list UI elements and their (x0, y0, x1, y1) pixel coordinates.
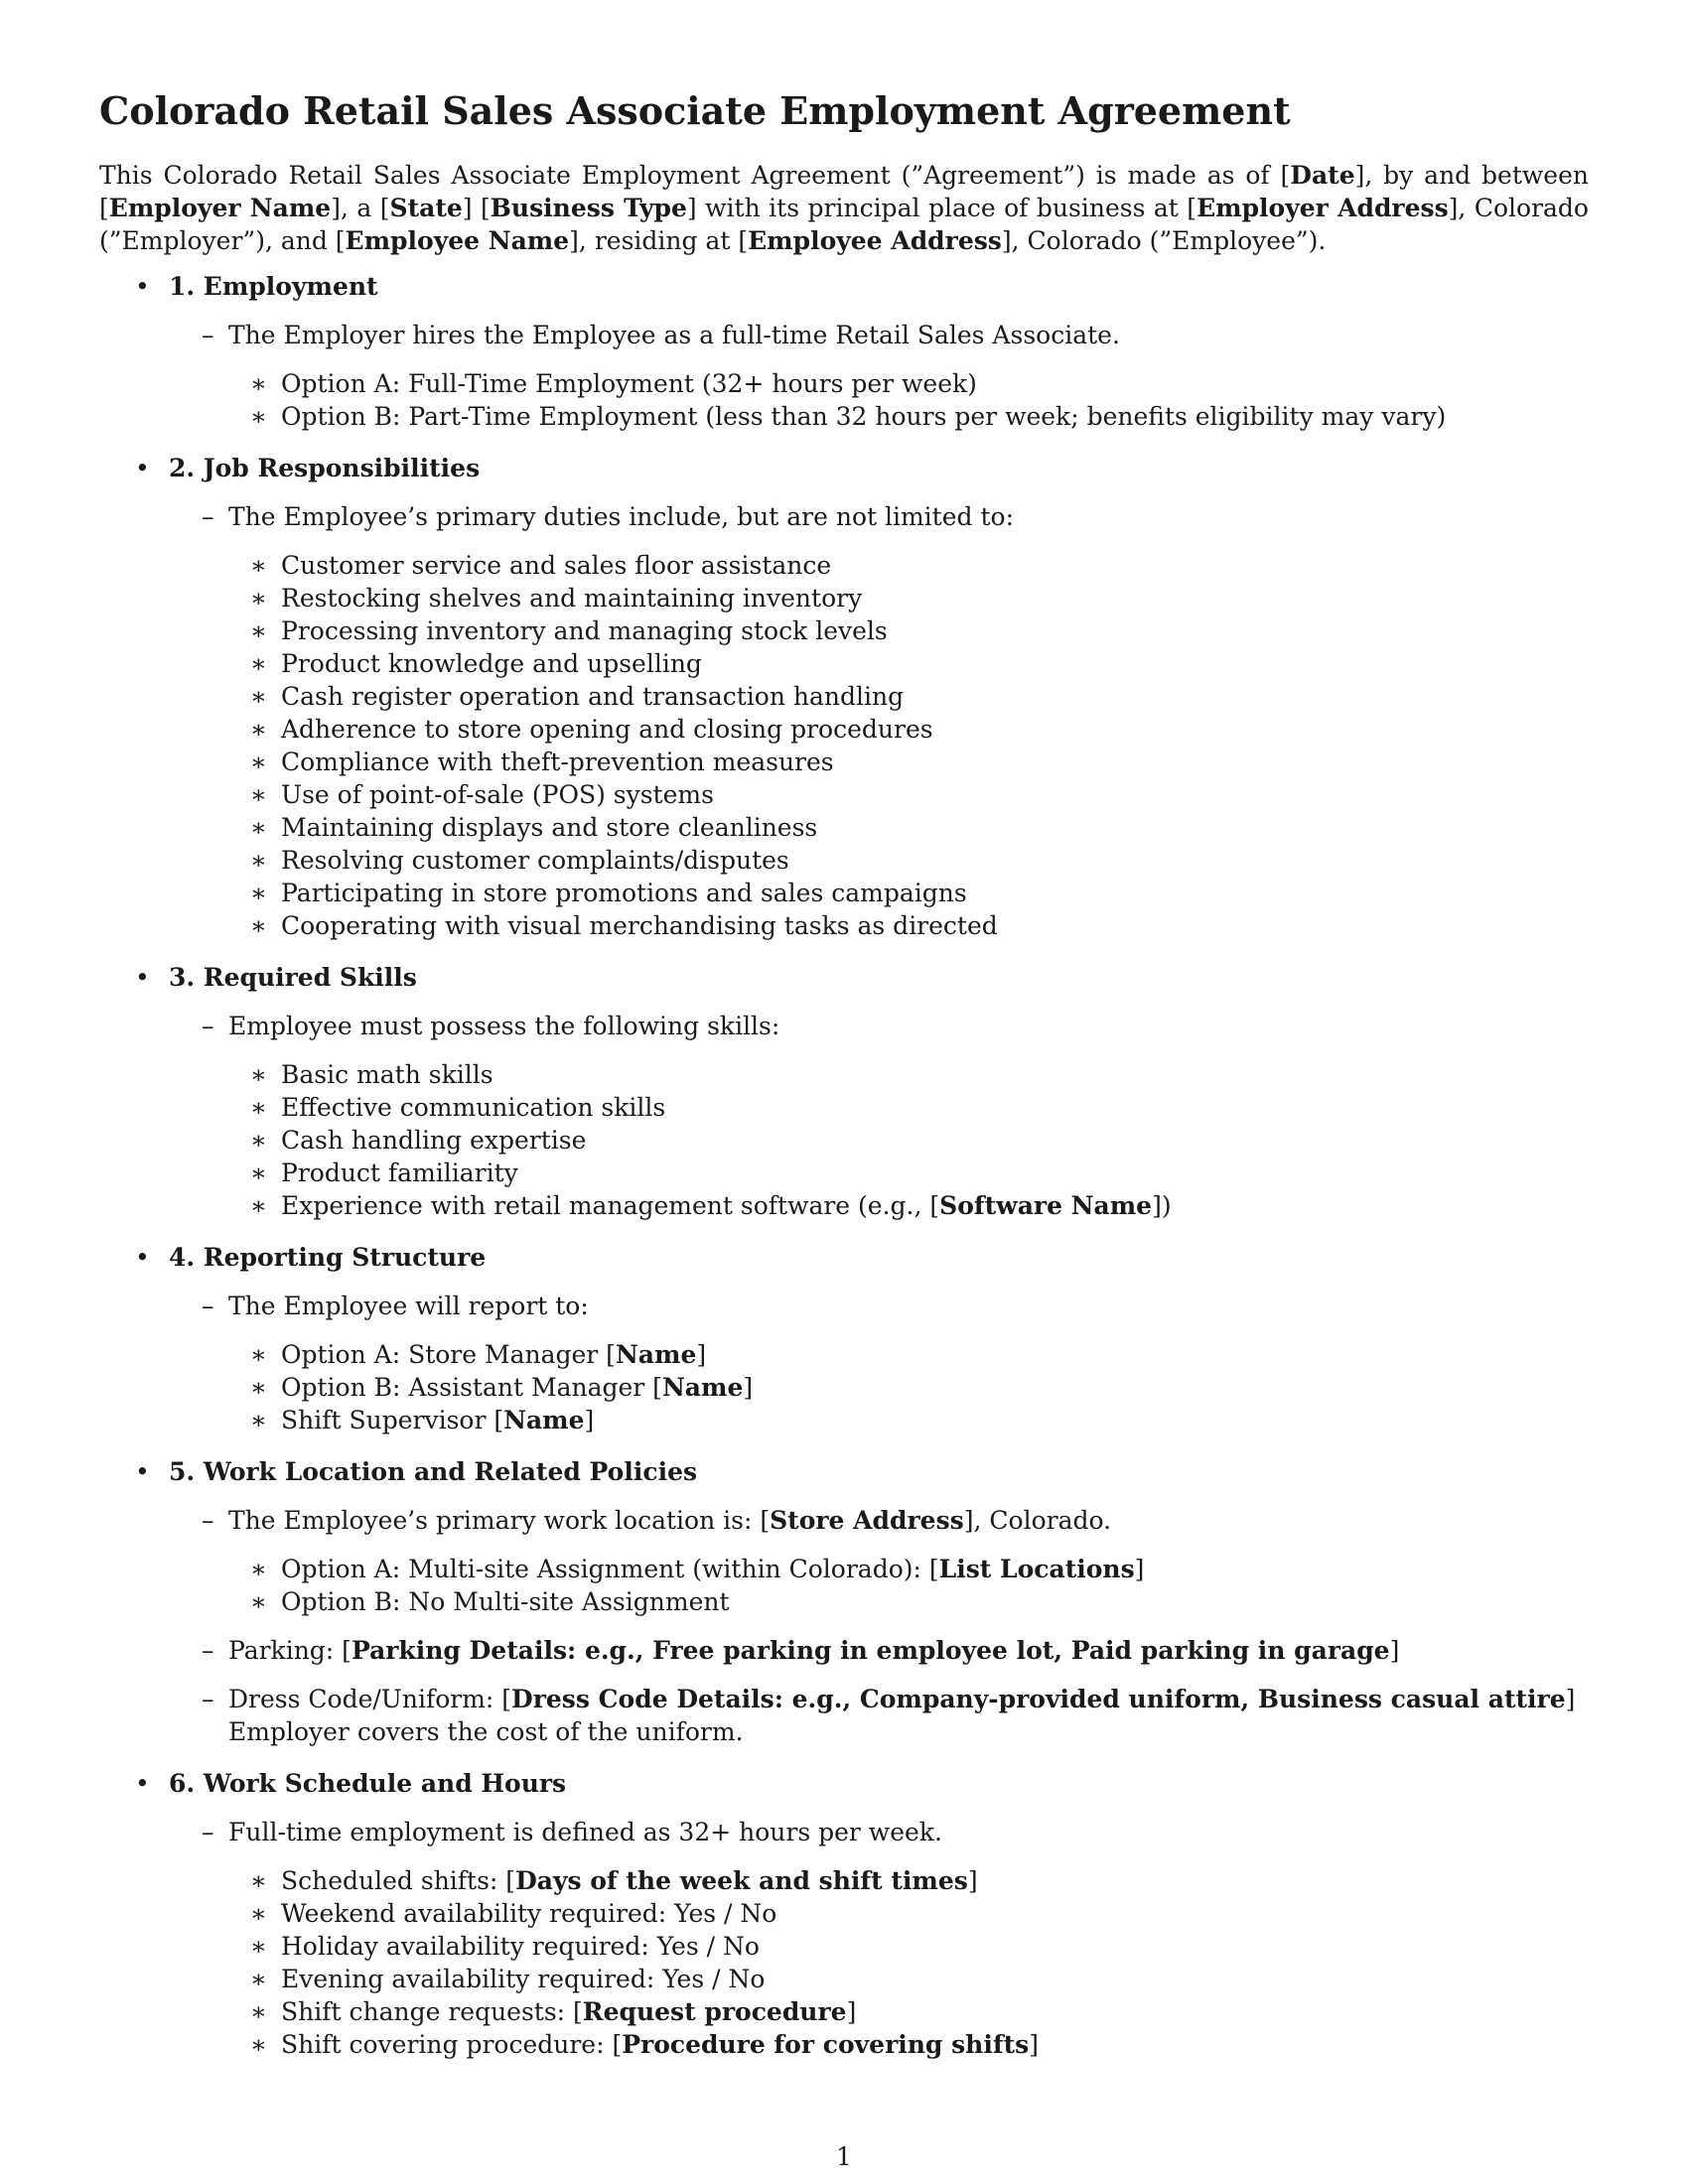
section-heading: • 3. Required Skills (169, 963, 417, 992)
item-text: Shift change requests: [ (281, 1997, 583, 2026)
subsection-text (228, 1683, 1589, 1748)
intro-text: ], Colorado (”Employer”), and [ (99, 194, 1589, 255)
date-placeholder: Date (1290, 161, 1355, 190)
employee-name-placeholder: Employee Name (345, 226, 570, 255)
subsection-dress-code (169, 1683, 1589, 1748)
list-item (228, 1338, 1589, 1371)
list-item: ∗ Processing inventory and managing stock levels (228, 614, 1589, 647)
intro-text: ], residing at [ (569, 226, 749, 255)
item-text: Option B: Assistant Manager [ (281, 1373, 662, 1402)
item-text: ] (1134, 1555, 1145, 1583)
list-item: ∗ Holiday availability required: Yes / No (228, 1930, 1589, 1963)
list-item: ∗ Weekend availability required: Yes / No (228, 1897, 1589, 1930)
intro-paragraph (99, 159, 1589, 257)
list-item: ∗ Use of point-of-sale (POS) systems (228, 778, 1589, 811)
subsection-text: – The Employee’s primary duties include, but are not limited to: (228, 502, 1014, 531)
item-text: Parking: [ (228, 1636, 352, 1665)
item-text: ], Colorado. (963, 1506, 1112, 1535)
list-item: ∗ Maintaining displays and store cleanliness (228, 811, 1589, 844)
section-job-responsibilities (99, 452, 1589, 942)
subsection-text: – The Employer hires the Employee as a full-time Retail Sales Associate. (228, 321, 1120, 349)
item-text: ] (584, 1406, 595, 1434)
list-locations-placeholder: List Locations (938, 1555, 1135, 1583)
list-item: ∗ Compliance with theft-prevention measures (228, 746, 1589, 778)
list-item: ∗ Restocking shelves and maintaining inventory (228, 582, 1589, 614)
subsection-text: – The Employee will report to: (228, 1292, 589, 1320)
list-item (228, 1404, 1589, 1436)
list-item: ∗ Option B: No Multi-site Assignment (228, 1585, 1589, 1618)
employer-address-placeholder: Employer Address (1196, 194, 1449, 222)
list-item (228, 1371, 1589, 1404)
name-placeholder: Name (615, 1340, 697, 1369)
covering-procedure-placeholder: Procedure for covering shifts (622, 2030, 1030, 2059)
intro-text: This Colorado Retail Sales Associate Employment Agreement (”Agreement”) is made as of [ (99, 161, 1291, 190)
item-text: ] (696, 1340, 707, 1369)
employee-address-placeholder: Employee Address (748, 226, 1002, 255)
intro-text: ], Colorado (”Employee”). (1001, 226, 1327, 255)
item-text: ] (967, 1866, 978, 1895)
list-item: ∗ Product familiarity (228, 1157, 1589, 1189)
subsection (169, 1816, 1589, 2061)
state-placeholder: State (389, 194, 463, 222)
subsection-text (228, 1634, 1589, 1667)
intro-text: ] with its principal place of business at [ (686, 194, 1197, 222)
item-text: ] (1029, 2030, 1039, 2059)
location-options-list (228, 1553, 1589, 1618)
item-text: Shift Supervisor [ (281, 1406, 504, 1434)
subsection (169, 319, 1589, 433)
subsection-text (228, 1504, 1589, 1537)
option-list (228, 367, 1589, 433)
item-text: Experience with retail management software (e.g., [ (281, 1191, 940, 1220)
list-item: ∗ Product knowledge and upselling (228, 647, 1589, 680)
list-item (228, 2028, 1589, 2061)
subsection (169, 1504, 1589, 1618)
name-placeholder: Name (503, 1406, 585, 1434)
list-item: ∗ Resolving customer complaints/disputes (228, 844, 1589, 877)
request-procedure-placeholder: Request procedure (582, 1997, 847, 2026)
item-text: Dress Code/Uniform: [ (228, 1685, 512, 1713)
section-heading: • 4. Reporting Structure (169, 1243, 487, 1272)
section-required-skills (99, 961, 1589, 1222)
subsection-text: – Employee must possess the following skills: (228, 1012, 780, 1040)
item-text: Employer covers the cost of the uniform. (228, 1717, 744, 1746)
page-number: 1 (836, 2142, 852, 2171)
store-address-placeholder: Store Address (770, 1506, 964, 1535)
section-work-location (99, 1455, 1589, 1748)
dress-code-placeholder: Dress Code Details: e.g., Company-provided uniform, Business casual attire (511, 1685, 1566, 1713)
software-name-placeholder: Software Name (939, 1191, 1153, 1220)
list-item (228, 1553, 1589, 1585)
list-item: ∗ Adherence to store opening and closing procedures (228, 713, 1589, 746)
section-heading: • 2. Job Responsibilities (169, 454, 481, 482)
subsection (169, 1010, 1589, 1222)
list-item: ∗ Cooperating with visual merchandising tasks as directed (228, 909, 1589, 942)
skills-list (228, 1058, 1589, 1222)
section-reporting-structure (99, 1241, 1589, 1436)
section-employment (99, 270, 1589, 433)
item-text: ]) (1152, 1191, 1172, 1220)
reporting-list (228, 1338, 1589, 1436)
shift-times-placeholder: Days of the week and shift times (515, 1866, 968, 1895)
item-text: Option A: Store Manager [ (281, 1340, 616, 1369)
subsection-text: – Full-time employment is defined as 32+ hours per week. (228, 1818, 942, 1846)
list-item: ∗ Customer service and sales floor assistance (228, 549, 1589, 582)
item-text: Option A: Multi-site Assignment (within Colorado): [ (281, 1555, 939, 1583)
list-item: ∗ Participating in store promotions and sales campaigns (228, 877, 1589, 909)
list-item: ∗ Option B: Part-Time Employment (less than 32 hours per week; benefits eligibility may vary) (228, 400, 1589, 433)
list-item: ∗ Option A: Full-Time Employment (32+ hours per week) (228, 367, 1589, 400)
employer-name-placeholder: Employer Name (108, 194, 332, 222)
duties-list (228, 549, 1589, 942)
subsection-parking (169, 1634, 1589, 1667)
list-item (228, 1995, 1589, 2028)
document-title: Colorado Retail Sales Associate Employment Agreement (99, 88, 1291, 133)
list-item: ∗ Cash handling expertise (228, 1124, 1589, 1157)
list-item: ∗ Evening availability required: Yes / No (228, 1963, 1589, 1995)
item-text: ] (743, 1373, 754, 1402)
list-item: ∗ Cash register operation and transaction handling (228, 680, 1589, 713)
item-text: Scheduled shifts: [ (281, 1866, 516, 1895)
intro-text: ] [ (462, 194, 491, 222)
item-text: ] (1389, 1636, 1400, 1665)
intro-text: ], by and between [ (99, 161, 1589, 222)
item-text: Shift covering procedure: [ (281, 2030, 623, 2059)
list-item (228, 1864, 1589, 1897)
section-heading: • 5. Work Location and Related Policies (169, 1457, 698, 1486)
item-text: ] (846, 1997, 857, 2026)
schedule-list (228, 1864, 1589, 2061)
section-heading: • 1. Employment (169, 272, 378, 301)
parking-details-placeholder: Parking Details: e.g., Free parking in employee lot, Paid parking in garage (351, 1636, 1390, 1665)
list-item (228, 1189, 1589, 1222)
section-work-schedule (99, 1767, 1589, 2061)
name-placeholder: Name (661, 1373, 744, 1402)
subsection (169, 1290, 1589, 1436)
sections-list (99, 270, 1589, 2080)
business-type-placeholder: Business Type (490, 194, 687, 222)
intro-text: ], a [ (331, 194, 390, 222)
item-text: ] (1565, 1685, 1576, 1713)
section-heading: • 6. Work Schedule and Hours (169, 1769, 567, 1798)
list-item: ∗ Effective communication skills (228, 1091, 1589, 1124)
item-text: The Employee’s primary work location is: [ (228, 1506, 771, 1535)
list-item: ∗ Basic math skills (228, 1058, 1589, 1091)
subsection (169, 500, 1589, 942)
